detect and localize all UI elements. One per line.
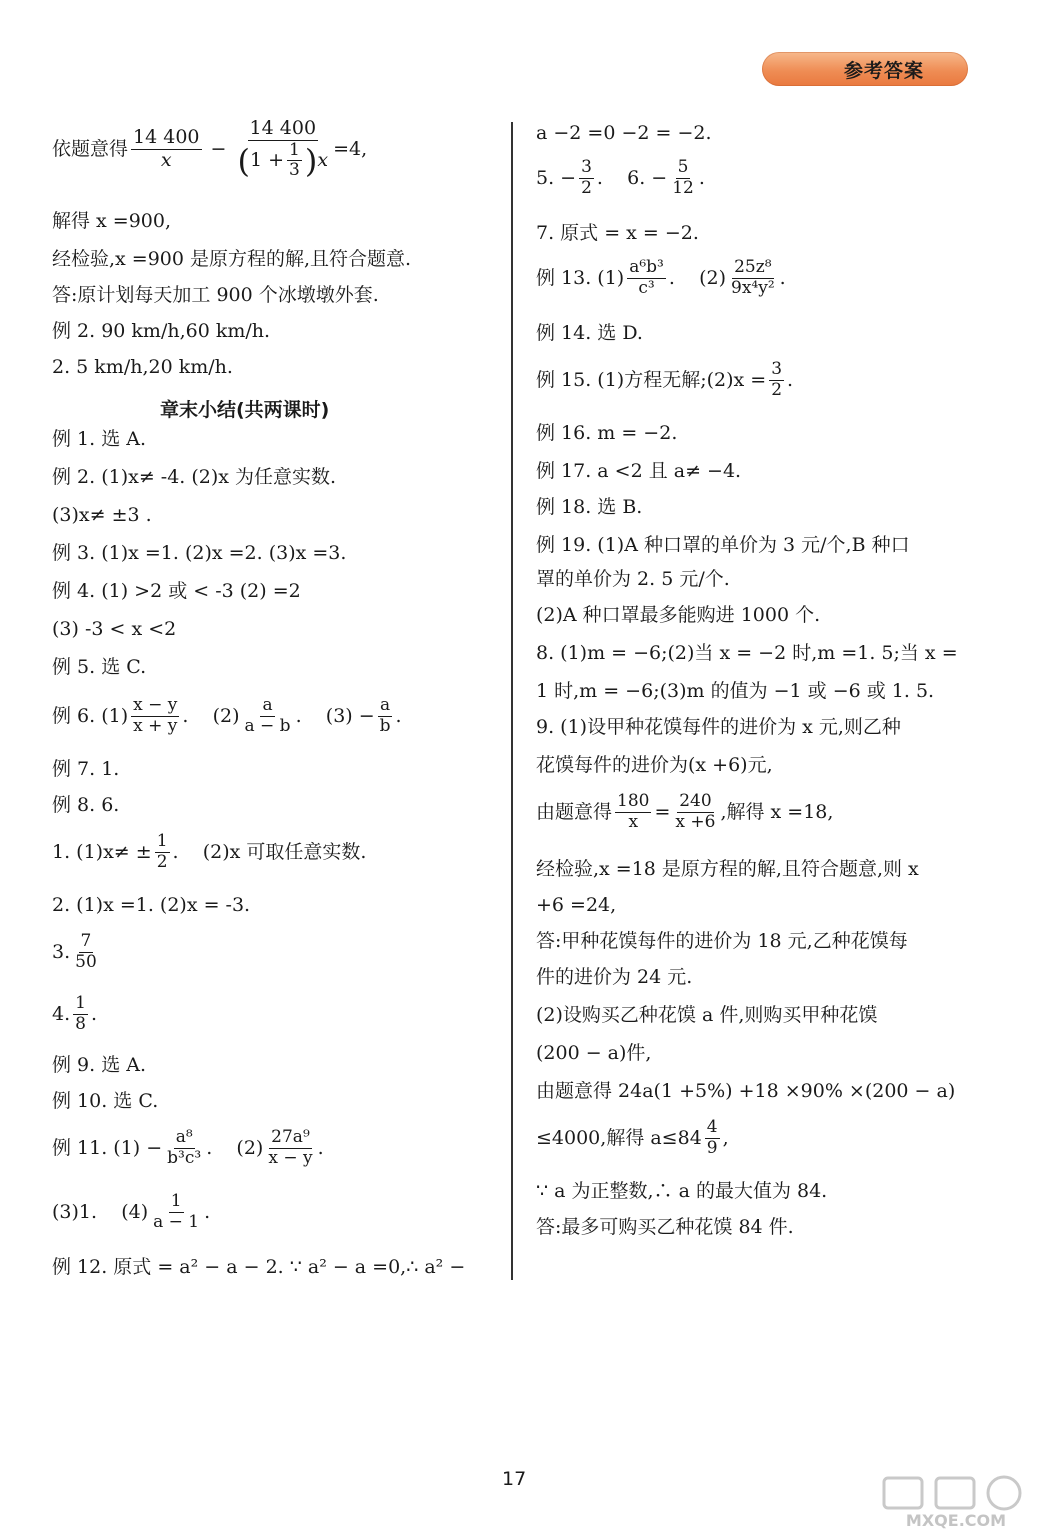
denominator xyxy=(236,141,331,181)
fraction xyxy=(165,1128,203,1168)
answer-line: 经检验,x =900 是原方程的解,且符合题意. xyxy=(52,248,412,270)
fraction xyxy=(266,1128,314,1168)
watermark-text: MXQE.COM xyxy=(905,1511,1007,1530)
paren-close: ) xyxy=(304,141,318,180)
variable: x xyxy=(160,148,172,171)
answer-line: 例 10. 选 C. xyxy=(52,1090,159,1112)
numerator: 1 xyxy=(289,139,300,160)
denominator: a − 1 xyxy=(153,1211,200,1232)
text: . xyxy=(698,166,705,189)
numerator: 5 xyxy=(677,157,689,177)
answer-line: 例 18. 选 B. xyxy=(536,496,643,518)
text: . xyxy=(779,266,786,289)
denominator: 2 xyxy=(771,379,783,400)
denominator: 3 xyxy=(289,160,300,181)
text: =4, xyxy=(333,138,368,161)
denominator: 2 xyxy=(581,177,592,198)
numerator: 240 xyxy=(679,791,712,811)
answer-line-fractions xyxy=(52,994,97,1034)
answer-line: 例 9. 选 A. xyxy=(52,1054,147,1076)
numerator: 1 xyxy=(170,1191,182,1211)
answer-line-fractions xyxy=(52,1192,210,1232)
section-heading: 章末小结(共两课时) xyxy=(160,399,330,421)
answer-line: 例 1. 选 A. xyxy=(52,428,147,450)
site-watermark-logo xyxy=(876,1474,1036,1530)
fraction xyxy=(615,792,651,832)
answer-line: (2)设购买乙种花馍 a 件,则购买甲种花馍 xyxy=(536,1004,878,1026)
answer-line-fractions xyxy=(536,792,833,832)
denominator: 50 xyxy=(75,951,97,972)
text: 4. xyxy=(52,1002,71,1025)
numerator: 25z⁸ xyxy=(734,257,772,277)
answer-line-fractions xyxy=(52,832,366,872)
text: . (2) xyxy=(206,1136,264,1159)
fraction xyxy=(579,158,594,198)
answer-line: 答:甲种花馍每件的进价为 18 元,乙种花馍每 xyxy=(536,930,908,952)
variable: x xyxy=(317,148,329,171)
denominator: x + y xyxy=(133,715,178,736)
denominator: a − b xyxy=(244,715,291,736)
text: . xyxy=(395,704,402,727)
answer-line: 例 12. 原式 = a² − a − 2. ∵ a² − a =0,∴ a² − xyxy=(52,1256,466,1278)
numerator: 3 xyxy=(581,157,592,177)
text: ,解得 x =18, xyxy=(720,800,834,823)
numerator: a⁸ xyxy=(175,1127,193,1147)
denominator: x xyxy=(628,811,639,832)
answer-line: 2. (1)x =1. (2)x = -3. xyxy=(52,894,251,916)
text: . xyxy=(787,368,794,391)
fraction xyxy=(73,994,88,1034)
answer-line: 例 2. 90 km/h,60 km/h. xyxy=(52,320,271,342)
numerator: a xyxy=(380,695,391,715)
numerator: 7 xyxy=(80,931,92,951)
denominator: 9x⁴y² xyxy=(731,277,775,298)
fraction xyxy=(670,158,696,198)
section-tab-label: 参考答案 xyxy=(843,59,924,82)
fraction xyxy=(378,696,393,736)
fraction xyxy=(236,118,331,181)
answer-line: 花馍每件的进价为(x +6)元, xyxy=(536,754,773,776)
answer-line-fractions xyxy=(52,696,402,736)
numerator: 1 xyxy=(75,993,86,1013)
answer-line: 例 17. a <2 且 a≠ −4. xyxy=(536,460,742,482)
fraction xyxy=(131,696,179,736)
minus-sign: − xyxy=(204,138,233,161)
numerator: 27a⁹ xyxy=(271,1127,310,1147)
text: . (3) − xyxy=(295,704,375,727)
answer-line: (2)A 种口罩最多能购进 1000 个. xyxy=(536,604,821,626)
denominator: 2 xyxy=(156,851,168,872)
answer-line: 2. 5 km/h,20 km/h. xyxy=(52,356,233,378)
paren-open: ( xyxy=(237,141,250,180)
text: 依题意得 xyxy=(52,138,129,161)
answer-line: 件的进价为 24 元. xyxy=(536,966,693,988)
answer-line-fractions xyxy=(52,932,102,972)
fraction xyxy=(673,792,717,832)
answer-line: 例 4. (1) >2 或 < -3 (2) =2 xyxy=(52,580,301,602)
fraction xyxy=(705,1118,720,1158)
text: . xyxy=(204,1200,211,1223)
fraction xyxy=(131,127,201,172)
denominator: c³ xyxy=(638,277,655,298)
text: ≤4000,解得 a≤84 xyxy=(536,1126,702,1149)
answer-line: 例 8. 6. xyxy=(52,794,120,816)
text: 3. xyxy=(52,940,71,963)
text: 例 6. (1) xyxy=(52,704,129,727)
text: 5. − xyxy=(536,166,577,189)
fraction xyxy=(287,141,302,181)
answer-line-fractions xyxy=(536,158,705,198)
answer-line: 由题意得 24a(1 +5%) +18 ×90% ×(200 − a) xyxy=(536,1080,956,1102)
answer-line: +6 =24, xyxy=(536,894,617,916)
denominator xyxy=(159,150,174,172)
numerator: 14 400 xyxy=(133,126,200,149)
answer-line: (200 − a)件, xyxy=(536,1042,652,1064)
text: 1. (1)x≠ ± xyxy=(52,840,152,863)
page-number: 17 xyxy=(502,1468,527,1490)
denominator: b³c³ xyxy=(167,1147,202,1168)
numerator: 180 xyxy=(617,791,650,811)
numerator: 3 xyxy=(771,359,783,379)
denominator: 9 xyxy=(706,1137,718,1158)
text: 由题意得 xyxy=(536,800,613,823)
text: . xyxy=(317,1136,324,1159)
denominator: x +6 xyxy=(675,811,716,832)
answer-line: 8. (1)m = −6;(2)当 x = −2 时,m =1. 5;当 x = xyxy=(536,642,958,664)
answer-line: ∵ a 为正整数,∴ a 的最大值为 84. xyxy=(536,1180,828,1202)
answer-line-fractions xyxy=(536,258,786,298)
text: . 6. − xyxy=(596,166,668,189)
numerator: a⁶b³ xyxy=(629,257,664,277)
numerator: 4 xyxy=(706,1117,718,1137)
answer-line: 例 14. 选 D. xyxy=(536,322,643,344)
fraction xyxy=(769,360,784,400)
fraction xyxy=(729,258,777,298)
text: 1 + xyxy=(249,148,285,171)
column-divider xyxy=(511,122,513,1280)
answer-line: 经检验,x =18 是原方程的解,且符合题意,则 x xyxy=(536,858,919,880)
answer-line-fractions xyxy=(536,1118,729,1158)
numerator: 1 xyxy=(156,831,168,851)
answer-line: 1 时,m = −6;(3)m 的值为 −1 或 −6 或 1. 5. xyxy=(536,680,935,702)
fraction xyxy=(73,932,99,972)
answer-line: 9. (1)设甲种花馍每件的进价为 x 元,则乙种 xyxy=(536,716,901,738)
denominator: 8 xyxy=(75,1013,86,1034)
text: 例 15. (1)方程无解;(2)x = xyxy=(536,368,767,391)
answer-line-fractions xyxy=(52,1128,324,1168)
text: 例 11. (1) − xyxy=(52,1136,163,1159)
answer-line-equation xyxy=(52,118,367,181)
answer-line: a −2 =0 −2 = −2. xyxy=(536,122,712,144)
answer-line-fractions xyxy=(536,360,793,400)
answer-line: (3) -3 < x <2 xyxy=(52,618,177,640)
answer-line: 7. 原式 = x = −2. xyxy=(536,222,699,244)
section-tab-reference-answers xyxy=(762,52,968,86)
text: , xyxy=(722,1126,729,1149)
text: 例 13. (1) xyxy=(536,266,625,289)
fraction xyxy=(243,696,293,736)
answer-line: 例 3. (1)x =1. (2)x =2. (3)x =3. xyxy=(52,542,347,564)
answer-line: (3)x≠ ±3 . xyxy=(52,504,152,526)
fraction xyxy=(151,1192,201,1232)
answer-line: 例 7. 1. xyxy=(52,758,120,780)
denominator: x − y xyxy=(268,1147,313,1168)
text: (3)1. (4) xyxy=(52,1200,149,1223)
answer-line: 答:最多可购买乙种花馍 84 件. xyxy=(536,1216,794,1238)
answer-line: 解得 x =900, xyxy=(52,210,172,232)
text: . (2)x 可取任意实数. xyxy=(172,840,367,863)
text: . (2) xyxy=(668,266,726,289)
answer-line: 罩的单价为 2. 5 元/个. xyxy=(536,568,730,590)
numerator: a xyxy=(262,695,273,715)
answer-line: 答:原计划每天加工 900 个冰墩墩外套. xyxy=(52,284,379,306)
watermark-glyphs xyxy=(884,1477,1020,1509)
answer-line: 例 5. 选 C. xyxy=(52,656,147,678)
numerator: x − y xyxy=(133,695,178,715)
denominator: b xyxy=(379,715,391,736)
text: . (2) xyxy=(182,704,240,727)
text: . xyxy=(90,1002,98,1025)
fraction xyxy=(627,258,666,298)
fraction xyxy=(155,832,170,872)
numerator: 14 400 xyxy=(249,117,317,139)
answer-line: 例 2. (1)x≠ -4. (2)x 为任意实数. xyxy=(52,466,337,488)
text: = xyxy=(654,800,671,823)
answer-line: 例 19. (1)A 种口罩的单价为 3 元/个,B 种口 xyxy=(536,534,910,556)
denominator: 12 xyxy=(672,177,694,198)
answer-line: 例 16. m = −2. xyxy=(536,422,678,444)
